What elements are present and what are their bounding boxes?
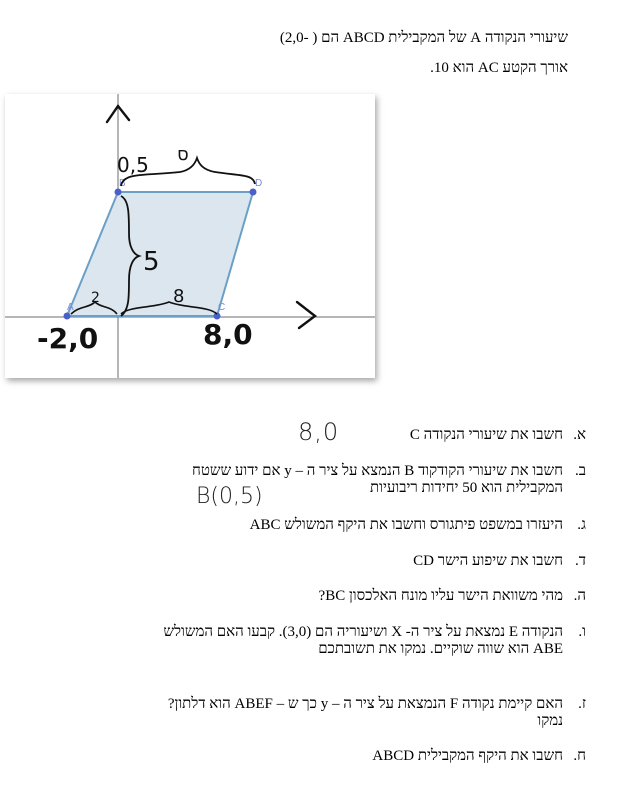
figure-svg — [5, 94, 375, 378]
question-text: חשבו את שיעורי הקודקוד B הנמצא על ציר ה – y אם ידוע ששטח — [191, 463, 563, 479]
question-text: היעזרו במשפט פיתגורס וחשבו את היקף המשולש ABC — [249, 517, 563, 533]
handwritten-bottom-label: 8 — [173, 286, 185, 307]
handwritten-top-brace-label: ס — [177, 144, 189, 165]
question-number: ו. — [578, 624, 586, 640]
handwritten-c-coordinate: 8,0 — [203, 318, 253, 351]
question-number: ח. — [573, 748, 586, 764]
question-f — [163, 624, 586, 658]
question-number: א. — [573, 427, 586, 443]
intro-line-1: שיעורי הנקודה A של המקבילית ABCD הם ( -2,0) — [279, 30, 568, 46]
handwritten-top-label: 0,5 — [117, 153, 149, 177]
point-label-d: D — [255, 178, 263, 189]
handwritten-answer-b: B(0,5) — [196, 484, 263, 509]
question-text-continued: ABE הוא שווה שוקיים. נמקו את תשובתכם — [318, 641, 563, 657]
question-text: חשבו את היקף המקבילית ABCD — [372, 748, 563, 764]
point-d — [250, 189, 257, 196]
question-text: מהי משוואת הישר עליו מונח האלכסון BC? — [318, 588, 563, 604]
handwritten-answer-a: 8,0 — [298, 418, 340, 446]
geometry-figure — [5, 94, 375, 378]
question-h — [372, 748, 586, 765]
question-number: ה. — [573, 588, 586, 604]
point-label-b: B — [119, 178, 126, 189]
question-number: ב. — [575, 463, 586, 479]
question-number: ז. — [578, 696, 586, 712]
handwritten-height-label: 5 — [143, 247, 160, 277]
question-d — [413, 553, 586, 570]
question-e — [318, 588, 586, 605]
question-text: הנקודה E נמצאת על ציר ה- X ושיעוריה הם (3,0). קבעו האם המשולש — [163, 624, 563, 640]
question-text-continued: נמקו — [537, 713, 563, 729]
intro-line-2: אורך הקטע AC הוא 10. — [430, 60, 568, 76]
x-axis-arrow-icon — [297, 302, 315, 328]
handwritten-left-small-label: 2 — [91, 290, 100, 306]
point-a — [64, 313, 71, 320]
question-text: חשבו את שיפוע הישר CD — [413, 553, 563, 569]
point-label-a: A — [67, 302, 74, 313]
question-a — [409, 427, 586, 444]
question-text-continued: המקבילית הוא 50 יחידות ריבועיות — [369, 480, 563, 496]
question-g — [167, 696, 586, 730]
question-text: האם קיימת נקודה F הנמצאת על ציר ה – y כך ש – ABEF הוא דלתון? — [167, 696, 563, 712]
point-b — [115, 189, 122, 196]
point-label-c: C — [218, 302, 226, 313]
question-text: חשבו את שיעורי הנקודה C — [409, 427, 563, 443]
question-c — [249, 517, 586, 534]
question-number: ג. — [577, 517, 586, 533]
question-number: ד. — [575, 553, 586, 569]
handwritten-a-coordinate: -2,0 — [37, 322, 99, 355]
